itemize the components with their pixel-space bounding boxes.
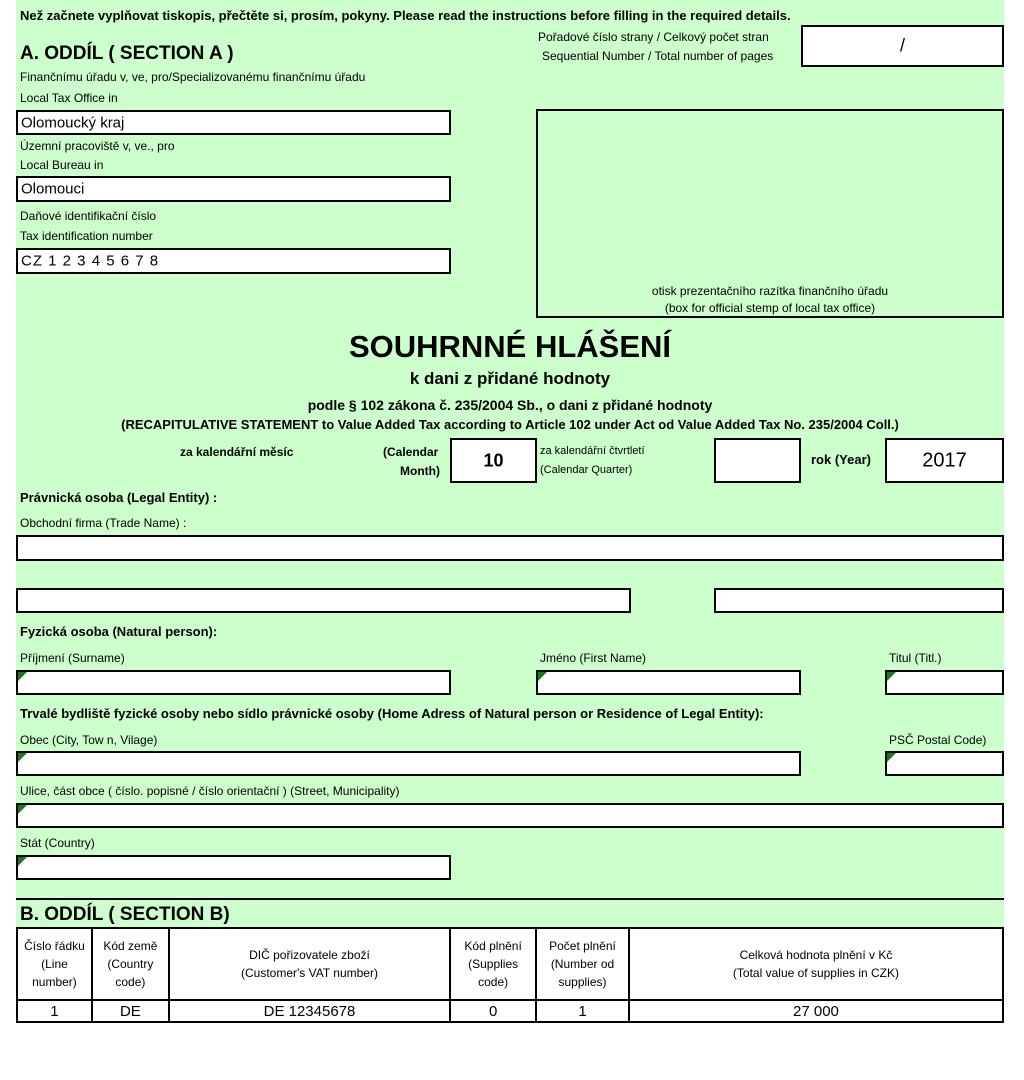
natural-person-heading: Fyzická osoba (Natural person): bbox=[20, 624, 218, 639]
stamp-label-cz: otisk prezentačního razítka finančního úřadu bbox=[651, 284, 889, 298]
legal-entity-heading: Právnická osoba (Legal Entity) : bbox=[20, 490, 218, 505]
month-field[interactable] bbox=[450, 438, 537, 483]
col-header-customer-vat: DIČ pořizovatele zboží (Customer's VAT number) bbox=[169, 928, 450, 1000]
tin-value: CZ 1 2 3 4 5 6 7 8 bbox=[21, 252, 160, 270]
section-a-title: A. ODDÍL ( SECTION A ) bbox=[20, 43, 234, 64]
table-header-row bbox=[17, 928, 1003, 1000]
cell-line-number[interactable]: 1 bbox=[17, 1000, 92, 1022]
page-number-label-cz: Pořadové číslo strany / Celkový počet stran bbox=[538, 30, 769, 44]
col-header-line-number: Číslo řádku (Line number) bbox=[17, 928, 92, 1000]
cell-country-code[interactable]: DE bbox=[92, 1000, 169, 1022]
city-field[interactable] bbox=[16, 751, 801, 776]
bureau-label-en: Local Bureau in bbox=[20, 158, 104, 172]
month-label-cz: za kalendářní měsíc bbox=[180, 445, 294, 459]
tax-office-label-cz: Finančnímu úřadu v, ve, pro/Specializovanému finančnímu úřadu bbox=[20, 70, 366, 84]
tax-office-field[interactable] bbox=[16, 110, 451, 135]
tin-label-cz: Daňové identifikační číslo bbox=[20, 209, 157, 223]
city-label: Obec (City, Tow n, Vilage) bbox=[20, 733, 158, 747]
section-b-header bbox=[16, 898, 1004, 928]
trade-name-field-2[interactable] bbox=[16, 588, 631, 613]
tax-office-value: Olomoucký kraj bbox=[21, 114, 125, 131]
page-number-value: / bbox=[899, 35, 905, 56]
surname-field[interactable] bbox=[16, 670, 451, 695]
table-row bbox=[17, 1000, 1003, 1022]
law-reference-cz: podle § 102 zákona č. 235/2004 Sb., o dani z přidané hodnoty bbox=[307, 397, 713, 413]
country-label: Stát (Country) bbox=[20, 836, 95, 850]
bureau-label-cz: Územní pracoviště v, ve., pro bbox=[20, 139, 175, 153]
bureau-value: Olomouci bbox=[21, 180, 85, 198]
col-header-number-of-supplies: Počet plnění (Number od supplies) bbox=[536, 928, 629, 1000]
postal-code-label: PSČ Postal Code) bbox=[889, 733, 987, 747]
page-number-field[interactable] bbox=[801, 25, 1004, 67]
section-b-title: B. ODDÍL ( SECTION B) bbox=[20, 904, 230, 925]
bureau-field[interactable] bbox=[16, 176, 451, 202]
surname-label: Příjmení (Surname) bbox=[20, 651, 125, 665]
address-heading: Trvalé bydliště fyzické osoby nebo sídlo právnické osoby (Home Adress of Natural person or Residence of Legal Entity): bbox=[20, 706, 764, 721]
street-field[interactable] bbox=[16, 803, 1004, 828]
year-value: 2017 bbox=[922, 449, 967, 471]
year-field[interactable] bbox=[885, 438, 1004, 483]
cell-customer-vat[interactable]: DE 12345678 bbox=[169, 1000, 450, 1022]
trade-name-field-1[interactable] bbox=[16, 535, 1004, 561]
title-label: Titul (Titl.) bbox=[889, 651, 942, 665]
form-subtitle: k dani z přidané hodnoty bbox=[409, 369, 611, 388]
trade-name-label: Obchodní firma (Trade Name) : bbox=[20, 516, 187, 530]
postal-code-field[interactable] bbox=[885, 751, 1004, 776]
law-reference-en: (RECAPITULATIVE STATEMENT to Value Added Tax according to Article 102 under Act od Value Added Tax No. 235/2004 Coll.) bbox=[121, 417, 899, 432]
year-label: rok (Year) bbox=[811, 452, 871, 467]
title-field[interactable] bbox=[885, 670, 1004, 695]
trade-name-field-3[interactable] bbox=[714, 588, 1004, 613]
quarter-label-cz: za kalendářní čtvrtletí bbox=[540, 445, 645, 457]
col-header-total-value: Celková hodnota plnění v Kč (Total value of supplies in CZK) bbox=[629, 928, 1003, 1000]
first-name-label: Jméno (First Name) bbox=[540, 651, 647, 665]
quarter-field[interactable] bbox=[714, 438, 801, 483]
quarter-label-en: (Calendar Quarter) bbox=[540, 464, 633, 476]
cell-total-value[interactable]: 27 000 bbox=[629, 1000, 1003, 1022]
form-title: SOUHRNNÉ HLÁŠENÍ bbox=[348, 329, 672, 364]
country-field[interactable] bbox=[16, 855, 451, 880]
col-header-country-code: Kód země (Country code) bbox=[92, 928, 169, 1000]
tin-field[interactable] bbox=[16, 248, 451, 274]
cell-supplies-code[interactable]: 0 bbox=[450, 1000, 536, 1022]
page-number-label-en: Sequential Number / Total number of pages bbox=[542, 49, 774, 63]
tax-office-label-en: Local Tax Office in bbox=[20, 91, 118, 105]
cell-number-of-supplies[interactable]: 1 bbox=[536, 1000, 629, 1022]
month-label-en-2: Month) bbox=[400, 464, 440, 478]
instructions-text: Než začnete vyplňovat tiskopis, přečtěte si, prosím, pokyny. Please read the instructions before filling in the required details. bbox=[20, 8, 791, 23]
tin-label-en: Tax identification number bbox=[20, 229, 153, 243]
stamp-label-en: (box for official stemp of local tax office) bbox=[664, 301, 876, 315]
month-value: 10 bbox=[483, 450, 504, 470]
supplies-table bbox=[16, 927, 1004, 1023]
official-stamp-box bbox=[536, 109, 1004, 318]
col-header-supplies-code: Kód plnění (Supplies code) bbox=[450, 928, 536, 1000]
street-label: Ulice, část obce ( číslo. popisné / číslo orientační ) (Street, Municipality) bbox=[20, 784, 400, 798]
month-label-en-1: (Calendar bbox=[383, 445, 439, 459]
first-name-field[interactable] bbox=[536, 670, 801, 695]
